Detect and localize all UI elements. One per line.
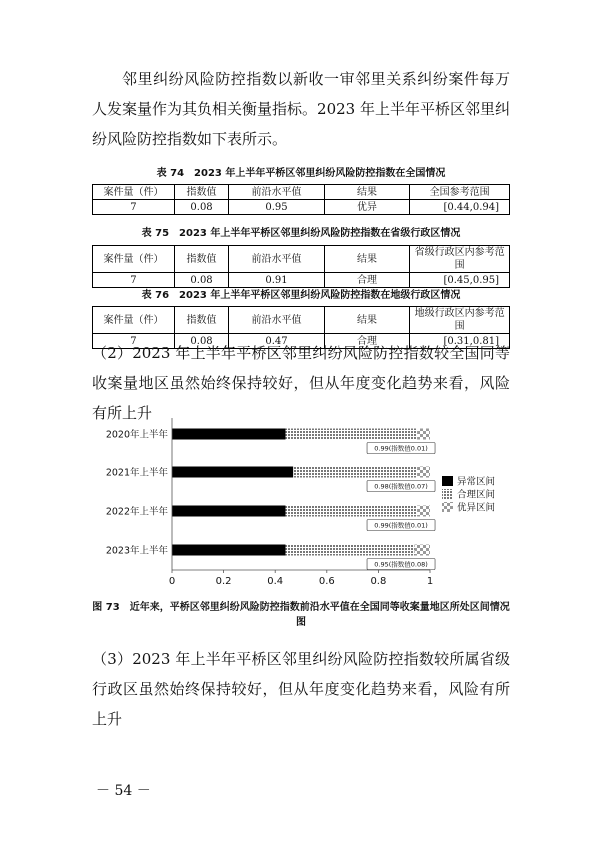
header-case-count: 案件量（件） — [93, 307, 175, 334]
bar-segment-checker — [417, 467, 430, 478]
annotation-label: 0.98(指数值0.07) — [374, 482, 428, 491]
category-label: 2023年上半年 — [105, 545, 168, 557]
bar-segment-solid — [172, 467, 293, 478]
figure-caption: 图 73 近年来，平桥区邻里纠纷风险防控指数前沿水平值在全国同等收案量地区所处区间情况图 — [92, 602, 510, 628]
table-header-row — [93, 246, 510, 273]
cell-index-value: 0.08 — [174, 273, 228, 288]
table-74-caption: 表 74 2023 年上半年平桥区邻里纠纷风险防控指数在全国情况 — [156, 168, 446, 179]
cell-index-value: 0.08 — [174, 200, 228, 215]
x-tick-label: 1 — [426, 576, 434, 587]
cell-reference-range: [0.31,0.81] — [410, 334, 510, 349]
annotation-label: 0.95(指数值0.08) — [374, 560, 428, 569]
cell-reference-range: [0.44,0.94] — [410, 200, 510, 215]
cell-reference-range: [0.45,0.95] — [410, 273, 510, 288]
x-tick-label: 0.8 — [370, 576, 387, 587]
x-tick-label: 0 — [168, 576, 176, 587]
header-result: 结果 — [324, 185, 409, 200]
header-case-count: 案件量（件） — [93, 246, 175, 273]
cell-case-count: 7 — [93, 273, 175, 288]
header-reference-range: 地级行政区内参考范围 — [410, 307, 510, 334]
x-tick-label: 0.4 — [267, 576, 284, 587]
bar-segment-grid — [286, 545, 415, 556]
header-result: 结果 — [324, 246, 409, 273]
x-tick-label: 0.6 — [318, 576, 335, 587]
bar-segment-solid — [172, 545, 286, 556]
cell-result: 合理 — [324, 334, 409, 349]
interval-bar-chart — [90, 410, 510, 595]
bar-segment-grid — [286, 429, 418, 440]
cell-frontier-value: 0.91 — [229, 273, 325, 288]
table-76-caption: 表 76 2023 年上半年平桥区邻里纠纷风险防控指数在地级行政区情况 — [141, 290, 461, 301]
table-75 — [92, 245, 510, 288]
legend-swatch — [442, 502, 453, 512]
header-frontier-value: 前沿水平值 — [229, 185, 325, 200]
bar-segment-solid — [172, 429, 286, 440]
bar-segment-grid — [286, 506, 418, 517]
section-2-paragraph: （2）2023 年上半年平桥区邻里纠纷风险防控指数较全国同等收案量地区虽然始终保持较好，但从年度变化趋势来看，风险有所上升 — [92, 344, 510, 422]
header-frontier-value: 前沿水平值 — [229, 246, 325, 273]
bar-segment-solid — [172, 506, 286, 517]
annotation-label: 0.99(指数值0.01) — [374, 521, 428, 530]
cell-case-count: 7 — [93, 200, 175, 215]
bar-segment-checker — [417, 506, 430, 517]
category-label: 2022年上半年 — [105, 506, 168, 518]
header-index-value: 指数值 — [174, 307, 228, 334]
annotation-label: 0.99(指数值0.01) — [374, 444, 428, 453]
header-frontier-value: 前沿水平值 — [229, 307, 325, 334]
table-header-row — [93, 185, 510, 200]
header-reference-range: 省级行政区内参考范围 — [410, 246, 510, 273]
cell-frontier-value: 0.95 — [229, 200, 325, 215]
legend-swatch — [442, 476, 453, 486]
legend-label: 异常区间 — [457, 476, 496, 488]
x-tick-label: 0.2 — [215, 576, 232, 587]
legend-swatch — [442, 489, 453, 499]
table-header-row — [93, 307, 510, 334]
cell-result: 合理 — [324, 273, 409, 288]
legend-label: 合理区间 — [457, 489, 496, 501]
header-case-count: 案件量（件） — [93, 185, 175, 200]
cell-case-count: 7 — [93, 334, 175, 349]
page-number: － 54 － — [96, 783, 151, 799]
header-reference-range: 全国参考范围 — [410, 185, 510, 200]
cell-frontier-value: 0.47 — [229, 334, 325, 349]
intro-paragraph: 邻里纠纷风险防控指数以新收一审邻里关系纠纷案件每万人发案量作为其负相关衡量指标。2023 年上半年平桥区邻里纠纷风险防控指数如下表所示。 — [92, 70, 510, 148]
table-75-caption: 表 75 2023 年上半年平桥区邻里纠纷风险防控指数在省级行政区情况 — [141, 228, 461, 239]
table-row — [93, 200, 510, 215]
category-label: 2021年上半年 — [105, 467, 168, 479]
cell-index-value: 0.08 — [174, 334, 228, 349]
legend-label: 优异区间 — [457, 502, 496, 514]
table-74 — [92, 184, 510, 215]
category-label: 2020年上半年 — [105, 429, 168, 441]
cell-result: 优异 — [324, 200, 409, 215]
section-3-paragraph: （3）2023 年上半年平桥区邻里纠纷风险防控指数较所属省级行政区虽然始终保持较好，但从年度变化趋势来看，风险有所上升 — [92, 650, 510, 728]
bar-segment-grid — [293, 467, 417, 478]
header-result: 结果 — [324, 307, 409, 334]
header-index-value: 指数值 — [174, 246, 228, 273]
bar-segment-checker — [415, 545, 430, 556]
header-index-value: 指数值 — [174, 185, 228, 200]
bar-segment-checker — [417, 429, 430, 440]
